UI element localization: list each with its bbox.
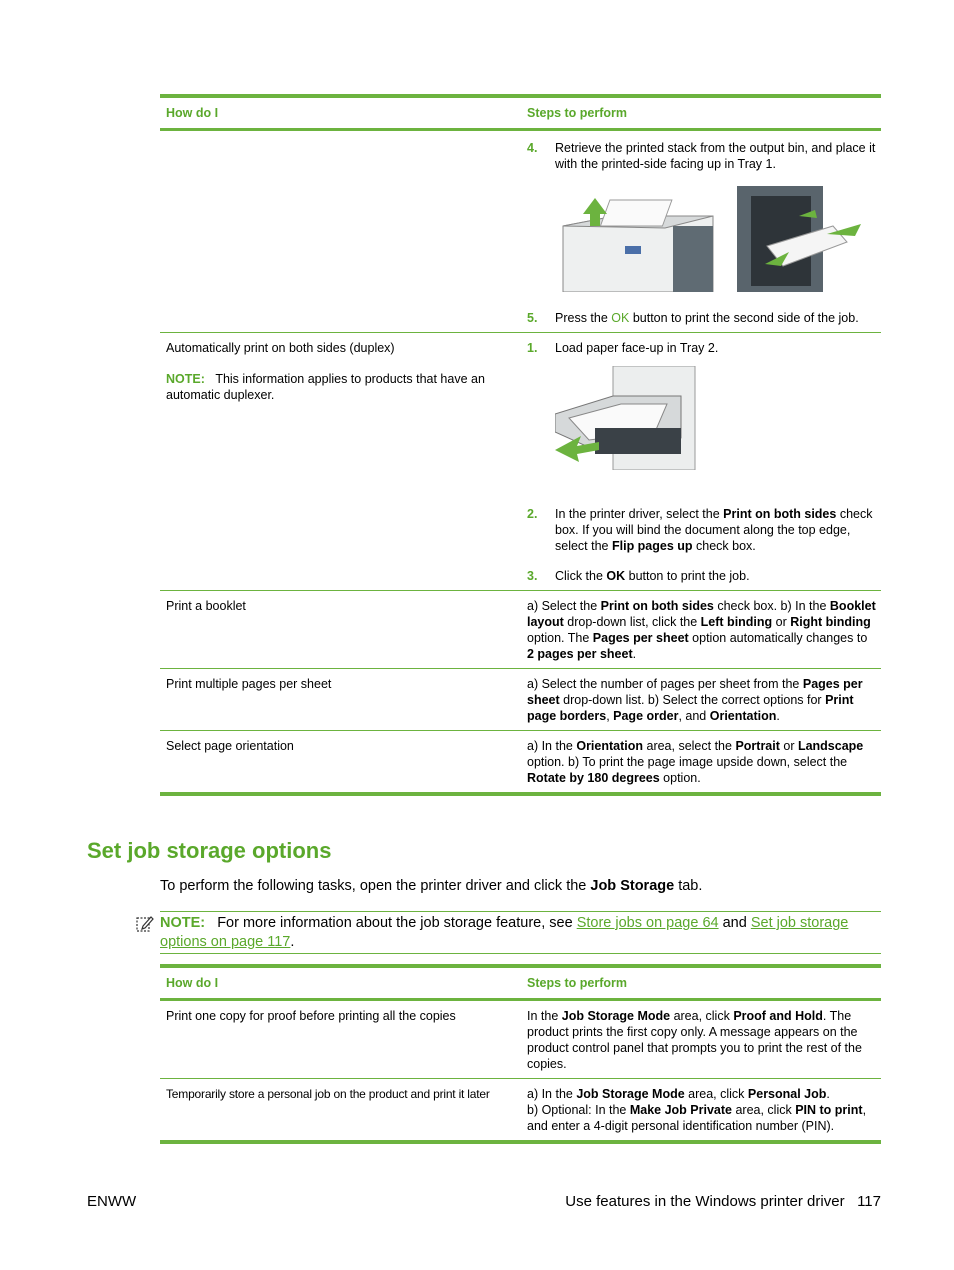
how-cell — [160, 131, 521, 332]
footer-right: Use features in the Windows printer driver 117 — [565, 1193, 881, 1210]
column-header-steps: Steps to perform — [527, 976, 628, 990]
steps-cell — [521, 333, 881, 590]
store-jobs-link[interactable]: Store jobs on page 64 — [576, 915, 719, 931]
how-cell: Temporarily store a personal job on the product and print it later — [166, 1087, 490, 1101]
steps-table-1 — [160, 94, 881, 796]
how-cell: Select page orientation — [166, 739, 294, 753]
tray1-loading-illustration — [737, 186, 863, 292]
step-item: 4. Retrieve the printed stack from the output bin, and place it with the printed-side facing up in Tray 1. — [527, 141, 876, 171]
printer-output-illustrations — [555, 186, 877, 292]
table-row — [160, 1001, 881, 1079]
steps-cell: a) Select the number of pages per sheet from the Pages per sheet drop-down list. b) Select the correct options for Print page borders, Page order, and Orientation. — [527, 677, 863, 723]
tray2-loading-illustration — [555, 366, 697, 470]
how-cell: Print multiple pages per sheet — [166, 677, 332, 691]
tray2-illustration-wrap — [555, 366, 877, 470]
note-label: NOTE: — [166, 372, 205, 386]
page-number: 117 — [857, 1193, 881, 1210]
section-intro: To perform the following tasks, open the printer driver and click the Job Storage tab. — [160, 878, 703, 894]
table-row — [160, 591, 881, 669]
table-header — [160, 968, 881, 1001]
table-row — [160, 731, 881, 792]
printer-output-bin-illustration — [555, 186, 715, 292]
how-cell: Print one copy for proof before printing all the copies — [166, 1009, 456, 1023]
job-storage-note: NOTE: For more information about the job storage feature, see Store jobs on page 64 and Set job storage options on page 117. — [160, 911, 881, 954]
how-cell: Automatically print on both sides (duplex) NOTE: This information applies to products that have an automatic duplexer. — [160, 333, 521, 590]
table-row — [160, 333, 881, 591]
table-row — [160, 669, 881, 731]
note: NOTE: This information applies to products that have an automatic duplexer. — [166, 372, 485, 402]
steps-cell — [521, 131, 881, 332]
note-pencil-icon — [136, 915, 154, 933]
steps-cell: a) In the Job Storage Mode area, click Personal Job. b) Optional: In the Make Job Private area, click PIN to print, and enter a 4-digit personal identification number (PIN). — [527, 1087, 867, 1133]
ok-keyword: OK — [611, 311, 630, 325]
step-item: 3. Click the OK button to print the job. — [527, 569, 750, 583]
column-header-steps: Steps to perform — [527, 106, 628, 120]
steps-cell: a) Select the Print on both sides check box. b) In the Booklet layout drop-down list, click the Left binding or Right binding option. The Pages per sheet option automatically changes to 2 pages per sheet. — [527, 599, 876, 661]
table-bottom-rule — [160, 792, 881, 796]
note-label: NOTE: — [160, 915, 206, 931]
footer-left: ENWW — [87, 1193, 137, 1210]
section-title: Set job storage options — [87, 838, 332, 863]
column-header-how: How do I — [166, 976, 219, 990]
column-header-how: How do I — [166, 106, 219, 120]
steps-cell: In the Job Storage Mode area, click Proof and Hold. The product prints the first copy only. A message appears on the product control panel that prompts you to print the rest of the copies. — [527, 1009, 862, 1071]
how-cell: Print a booklet — [166, 599, 246, 613]
table-row — [160, 1079, 881, 1140]
steps-table-2 — [160, 964, 881, 1144]
steps-cell: a) In the Orientation area, select the Portrait or Landscape option. b) To print the page image upside down, select the Rotate by 180 degrees option. — [527, 739, 864, 785]
table-header — [160, 98, 881, 131]
table-bottom-rule — [160, 1140, 881, 1144]
step-item: 5. Press the OK button to print the second side of the job. — [527, 311, 859, 325]
step-item: 1. Load paper face-up in Tray 2. — [527, 341, 719, 355]
step-item: 2. In the printer driver, select the Print on both sides check box. If you will bind the document along the top edge, select the Flip pages up check box. — [527, 507, 873, 553]
set-job-storage-link[interactable]: Set job storage options on page 117 — [160, 915, 849, 950]
table-row — [160, 131, 881, 333]
